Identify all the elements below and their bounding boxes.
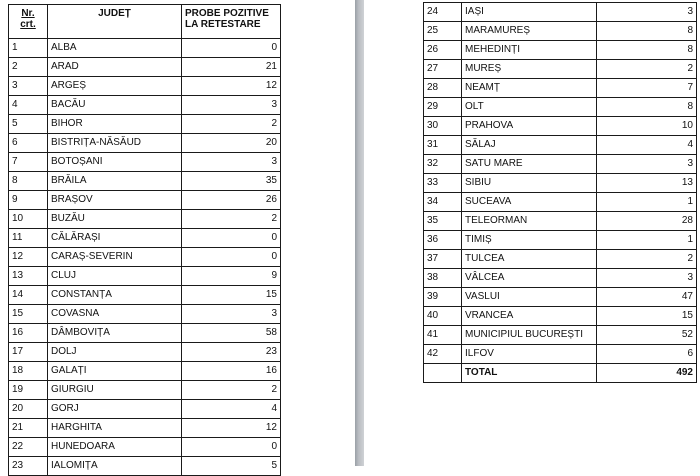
positive-count-cell: 5 (182, 457, 281, 476)
county-name-cell: BOTOȘANI (48, 153, 182, 172)
row-number-cell: 11 (9, 229, 48, 248)
table-row (424, 79, 697, 98)
positive-count-cell: 492 (597, 364, 697, 383)
positive-count-cell: 15 (597, 307, 697, 326)
positive-count-cell: 8 (597, 98, 697, 117)
county-name-cell: ARAD (48, 58, 182, 77)
county-name-cell: ARGEȘ (48, 77, 182, 96)
row-number-cell: 21 (9, 419, 48, 438)
positive-count-cell: 8 (597, 41, 697, 60)
county-table-part-2 (423, 2, 697, 383)
positive-count-cell: 20 (182, 134, 281, 153)
positive-count-cell: 47 (597, 288, 697, 307)
positive-count-cell: 2 (597, 60, 697, 79)
row-number-cell: 28 (424, 79, 462, 98)
table-row (9, 229, 281, 248)
county-name-cell: SIBIU (462, 174, 597, 193)
county-name-cell: CARAȘ-SEVERIN (48, 248, 182, 267)
table-row (424, 193, 697, 212)
document-page-right (364, 0, 700, 466)
positive-count-cell: 28 (597, 212, 697, 231)
county-name-cell: TELEORMAN (462, 212, 597, 231)
county-name-cell: ALBA (48, 39, 182, 58)
county-name-cell: CONSTANȚA (48, 286, 182, 305)
table-row (424, 326, 697, 345)
row-number-cell: 29 (424, 98, 462, 117)
table-row (9, 248, 281, 267)
county-name-cell: MUNICIPIUL BUCUREȘTI (462, 326, 597, 345)
positive-count-cell: 10 (597, 117, 697, 136)
positive-count-cell: 4 (597, 136, 697, 155)
positive-count-cell: 9 (182, 267, 281, 286)
positive-count-cell: 35 (182, 172, 281, 191)
positive-count-cell: 58 (182, 324, 281, 343)
positive-count-cell: 7 (597, 79, 697, 98)
table-row (424, 117, 697, 136)
county-name-cell: TULCEA (462, 250, 597, 269)
positive-count-cell: 1 (597, 193, 697, 212)
county-name-cell: HUNEDOARA (48, 438, 182, 457)
positive-count-cell: 0 (182, 39, 281, 58)
county-name-cell: BACĂU (48, 96, 182, 115)
positive-count-cell: 2 (182, 115, 281, 134)
table-row (424, 212, 697, 231)
row-number-cell: 12 (9, 248, 48, 267)
table-row (9, 58, 281, 77)
county-name-cell: SATU MARE (462, 155, 597, 174)
county-name-cell: MUREȘ (462, 60, 597, 79)
positive-count-cell: 6 (597, 345, 697, 364)
county-name-cell: VÂLCEA (462, 269, 597, 288)
row-number-cell: 34 (424, 193, 462, 212)
county-name-cell: MARAMUREȘ (462, 22, 597, 41)
county-name-cell: MEHEDINȚI (462, 41, 597, 60)
table-row (424, 155, 697, 174)
positive-count-cell: 3 (597, 3, 697, 22)
county-name-cell: BISTRIȚA-NĂSĂUD (48, 134, 182, 153)
header-nr-line2: crt. (20, 19, 36, 30)
positive-count-cell: 2 (597, 250, 697, 269)
row-number-cell: 16 (9, 324, 48, 343)
positive-count-cell: 52 (597, 326, 697, 345)
positive-count-cell: 26 (182, 191, 281, 210)
table-row (9, 210, 281, 229)
table-row (9, 153, 281, 172)
county-name-cell: COVASNA (48, 305, 182, 324)
table-row (424, 307, 697, 326)
table-row (424, 136, 697, 155)
row-number-cell: 1 (9, 39, 48, 58)
table-row (9, 457, 281, 476)
table-row (9, 96, 281, 115)
row-number-cell: 22 (9, 438, 48, 457)
row-number-cell: 32 (424, 155, 462, 174)
row-number-cell: 41 (424, 326, 462, 345)
positive-count-cell: 2 (182, 381, 281, 400)
table-row (424, 288, 697, 307)
county-name-cell: SĂLAJ (462, 136, 597, 155)
positive-count-cell: 21 (182, 58, 281, 77)
row-number-cell: 17 (9, 343, 48, 362)
row-number-cell: 15 (9, 305, 48, 324)
county-name-cell: GALAȚI (48, 362, 182, 381)
table-row (9, 400, 281, 419)
county-name-cell: DÂMBOVIȚA (48, 324, 182, 343)
positive-count-cell: 3 (182, 153, 281, 172)
total-row (424, 364, 697, 383)
county-name-cell: GORJ (48, 400, 182, 419)
county-table-part-1 (8, 4, 281, 476)
row-number-cell: 14 (9, 286, 48, 305)
table-row (9, 419, 281, 438)
positive-count-cell: 3 (182, 96, 281, 115)
row-number-cell: 8 (9, 172, 48, 191)
county-name-cell: GIURGIU (48, 381, 182, 400)
county-name-cell: VRANCEA (462, 307, 597, 326)
row-number-cell: 24 (424, 3, 462, 22)
county-name-cell: CLUJ (48, 267, 182, 286)
positive-count-cell: 16 (182, 362, 281, 381)
row-number-cell: 35 (424, 212, 462, 231)
row-number-cell: 27 (424, 60, 462, 79)
table-row (9, 39, 281, 58)
county-name-cell: IAȘI (462, 3, 597, 22)
table-row (424, 98, 697, 117)
positive-count-cell: 0 (182, 438, 281, 457)
table-row (9, 381, 281, 400)
table-row (9, 438, 281, 457)
header-nr-crt (9, 5, 48, 39)
row-number-cell: 5 (9, 115, 48, 134)
row-number-cell: 9 (9, 191, 48, 210)
positive-count-cell: 0 (182, 248, 281, 267)
row-number-cell: 13 (9, 267, 48, 286)
county-name-cell: HARGHITA (48, 419, 182, 438)
positive-count-cell: 3 (597, 269, 697, 288)
positive-count-cell: 15 (182, 286, 281, 305)
positive-count-cell: 1 (597, 231, 697, 250)
row-number-cell: 10 (9, 210, 48, 229)
table-row (9, 77, 281, 96)
positive-count-cell: 13 (597, 174, 697, 193)
table-row (424, 269, 697, 288)
table-row (424, 250, 697, 269)
table-row (9, 115, 281, 134)
table-row (424, 60, 697, 79)
county-name-cell: PRAHOVA (462, 117, 597, 136)
row-number-cell: 23 (9, 457, 48, 476)
row-number-cell: 31 (424, 136, 462, 155)
county-name-cell: IALOMIȚA (48, 457, 182, 476)
row-number-cell (424, 364, 462, 383)
table-row (424, 174, 697, 193)
table-row (424, 22, 697, 41)
table-row (9, 134, 281, 153)
row-number-cell: 3 (9, 77, 48, 96)
table-row (9, 267, 281, 286)
positive-count-cell: 12 (182, 419, 281, 438)
table-row (9, 362, 281, 381)
header-probe-pozitive: PROBE POZITIVE LA RETESTARE (182, 5, 281, 39)
positive-count-cell: 3 (182, 305, 281, 324)
row-number-cell: 2 (9, 58, 48, 77)
table-row (9, 343, 281, 362)
county-name-cell: NEAMȚ (462, 79, 597, 98)
positive-count-cell: 0 (182, 229, 281, 248)
row-number-cell: 25 (424, 22, 462, 41)
table-row (9, 286, 281, 305)
positive-count-cell: 23 (182, 343, 281, 362)
positive-count-cell: 4 (182, 400, 281, 419)
table-row (9, 324, 281, 343)
row-number-cell: 37 (424, 250, 462, 269)
row-number-cell: 19 (9, 381, 48, 400)
county-name-cell: DOLJ (48, 343, 182, 362)
header-judet: JUDEȚ (48, 5, 182, 39)
county-name-cell: VASLUI (462, 288, 597, 307)
county-name-cell: CĂLĂRAȘI (48, 229, 182, 248)
row-number-cell: 6 (9, 134, 48, 153)
table-row (424, 3, 697, 22)
table-row (424, 231, 697, 250)
row-number-cell: 42 (424, 345, 462, 364)
row-number-cell: 18 (9, 362, 48, 381)
county-name-cell: TIMIȘ (462, 231, 597, 250)
table-row (9, 305, 281, 324)
county-name-cell: OLT (462, 98, 597, 117)
row-number-cell: 39 (424, 288, 462, 307)
table-header-row (9, 5, 281, 39)
county-name-cell: TOTAL (462, 364, 597, 383)
county-name-cell: BUZĂU (48, 210, 182, 229)
positive-count-cell: 8 (597, 22, 697, 41)
table-row (9, 172, 281, 191)
row-number-cell: 4 (9, 96, 48, 115)
table-row (424, 41, 697, 60)
county-name-cell: BRAȘOV (48, 191, 182, 210)
table-row (9, 191, 281, 210)
row-number-cell: 40 (424, 307, 462, 326)
row-number-cell: 33 (424, 174, 462, 193)
county-name-cell: BRĂILA (48, 172, 182, 191)
county-name-cell: ILFOV (462, 345, 597, 364)
page-gutter (355, 0, 364, 466)
row-number-cell: 26 (424, 41, 462, 60)
county-name-cell: BIHOR (48, 115, 182, 134)
row-number-cell: 38 (424, 269, 462, 288)
positive-count-cell: 2 (182, 210, 281, 229)
row-number-cell: 36 (424, 231, 462, 250)
positive-count-cell: 12 (182, 77, 281, 96)
table-row (424, 345, 697, 364)
row-number-cell: 20 (9, 400, 48, 419)
row-number-cell: 30 (424, 117, 462, 136)
header-nr-line1: Nr. (21, 8, 35, 19)
row-number-cell: 7 (9, 153, 48, 172)
positive-count-cell: 3 (597, 155, 697, 174)
county-name-cell: SUCEAVA (462, 193, 597, 212)
